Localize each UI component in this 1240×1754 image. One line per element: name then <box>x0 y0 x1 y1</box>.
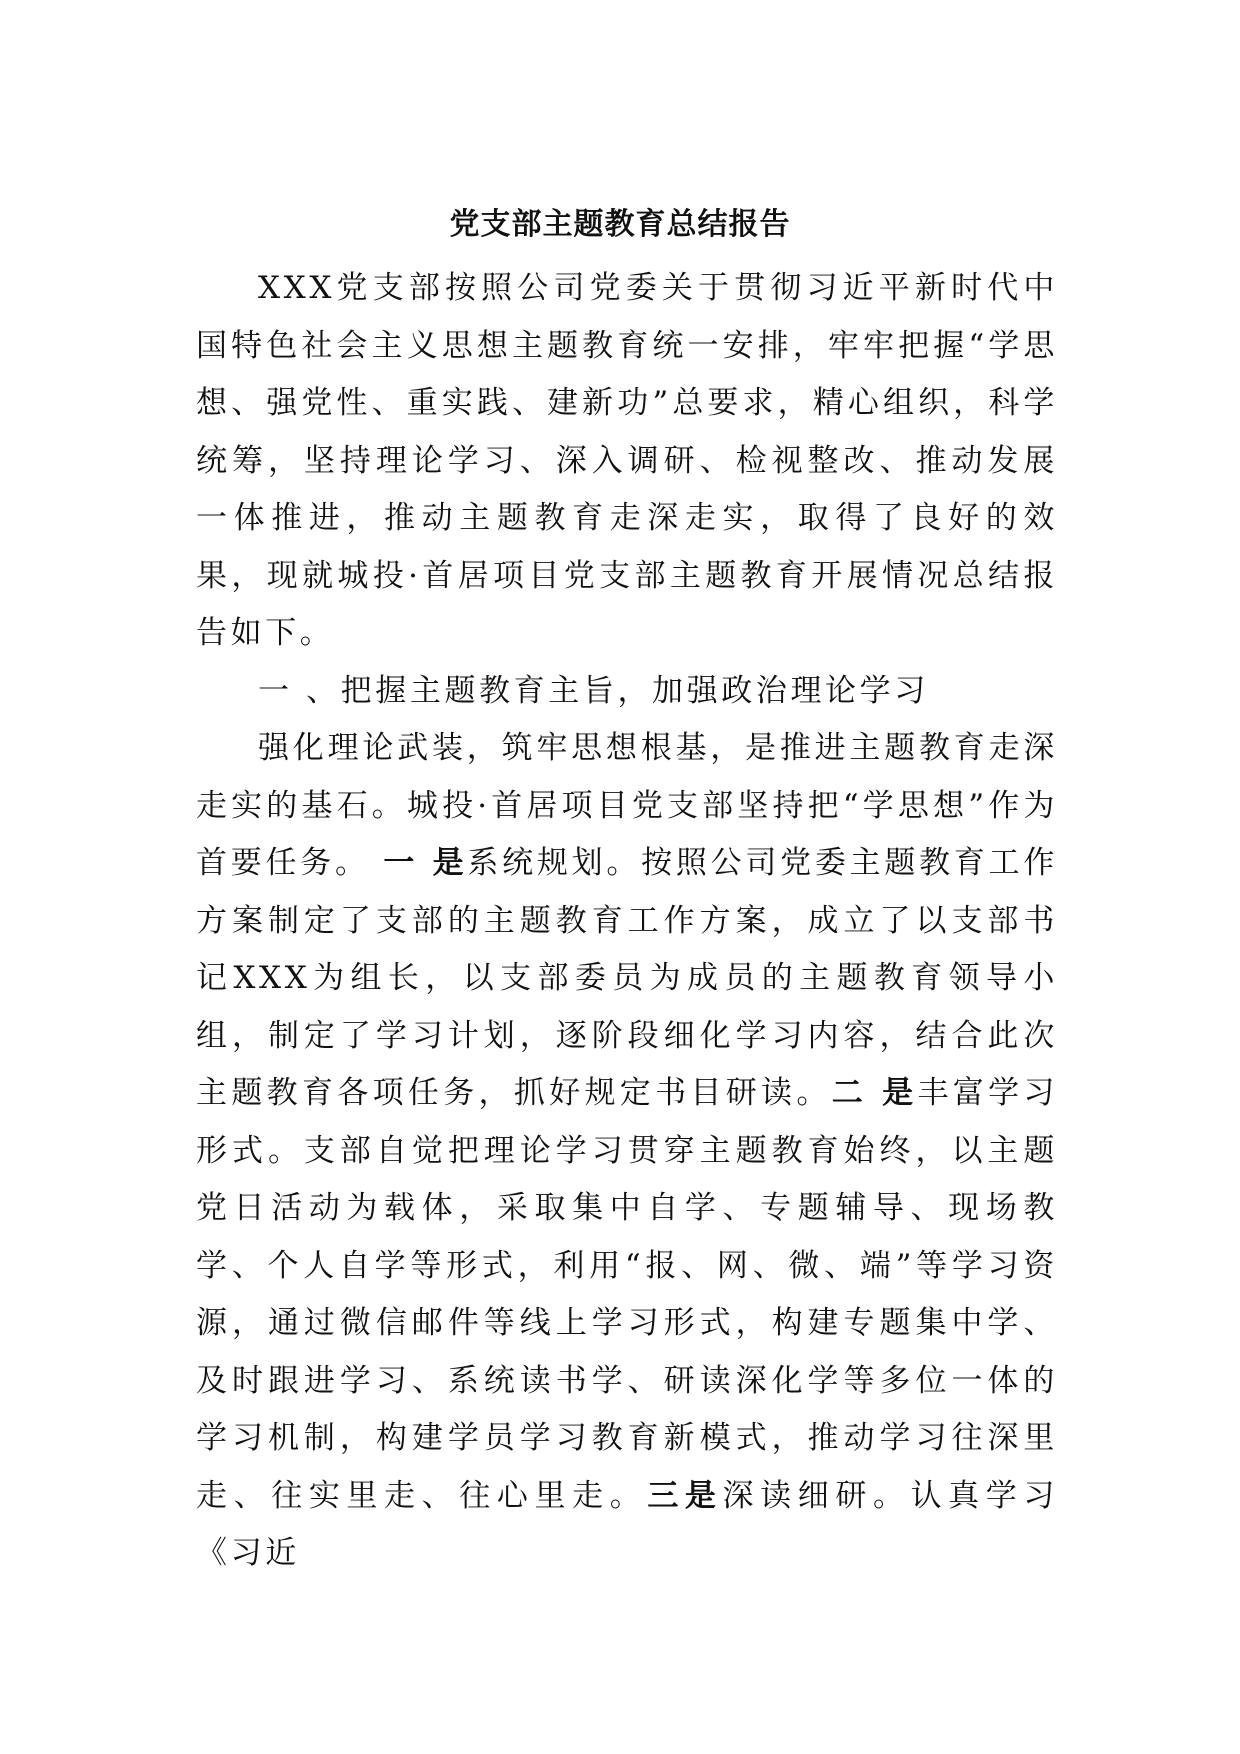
point-3-marker: 三是 <box>647 1477 723 1514</box>
point-1-marker: 一 是 <box>383 845 468 881</box>
section-1-paragraph <box>196 720 1058 1583</box>
section-1-heading: 一 、把握主题教育主旨，加强政治理论学习 <box>258 672 929 709</box>
intro-paragraph: XXX党支部按照公司党委关于贯彻习近平新时代中国特色社会主义思想主题教育统一安排，牢牢把握“学思想、强党性、重实践、建新功”总要求，精心组织，科学统筹，坚持理论学习、深入调研、检视整改、推动发展一体推进，推动主题教育走深走实，取得了良好的效果，现就城投·首居项目党支部主题教育开展情况总结报告如下。 <box>196 270 1058 651</box>
point-2-marker: 二 是 <box>831 1075 918 1111</box>
section-1-text-c: 系统规划。按照公司党委主题教育工作方案制定了支部的主题教育工作方案，成立了以支部书记XXX为组长，以支部委员为成员的主题教育领导小组，制定了学习计划，逐阶段细化学习内容，结合此次主题教育各项任务，抓好规定书目研读。 <box>196 845 1058 1111</box>
document-title: 党支部主题教育总结报告 <box>449 207 791 242</box>
section-1-text-e: 深读细研。认真学习《习近 <box>196 1477 1058 1571</box>
section-1-text-d: 丰富学习形式。支部自觉把理论学习贯穿主题教育始终，以主题党日活动为载体，采取集中自学、专题辅导、现场教学、个人自学等形式，利用“报、网、微、端”等学习资源，通过微信邮件等线上学习形式，构建专题集中学、及时跟进学习、系统读书学、研读深化学等多位一体的学习机制，构建学员学习教育新模式，推动学习往深里走、往实里走、往心里走。 <box>196 1075 1059 1514</box>
section-1-text-a: 强化理论武装，筑牢思想根基，是推进主题教育走深走实的基石。城投·首居项目党支部坚持把“学思想”作为首要任务。 <box>196 730 1058 881</box>
document-body <box>196 260 1058 1583</box>
